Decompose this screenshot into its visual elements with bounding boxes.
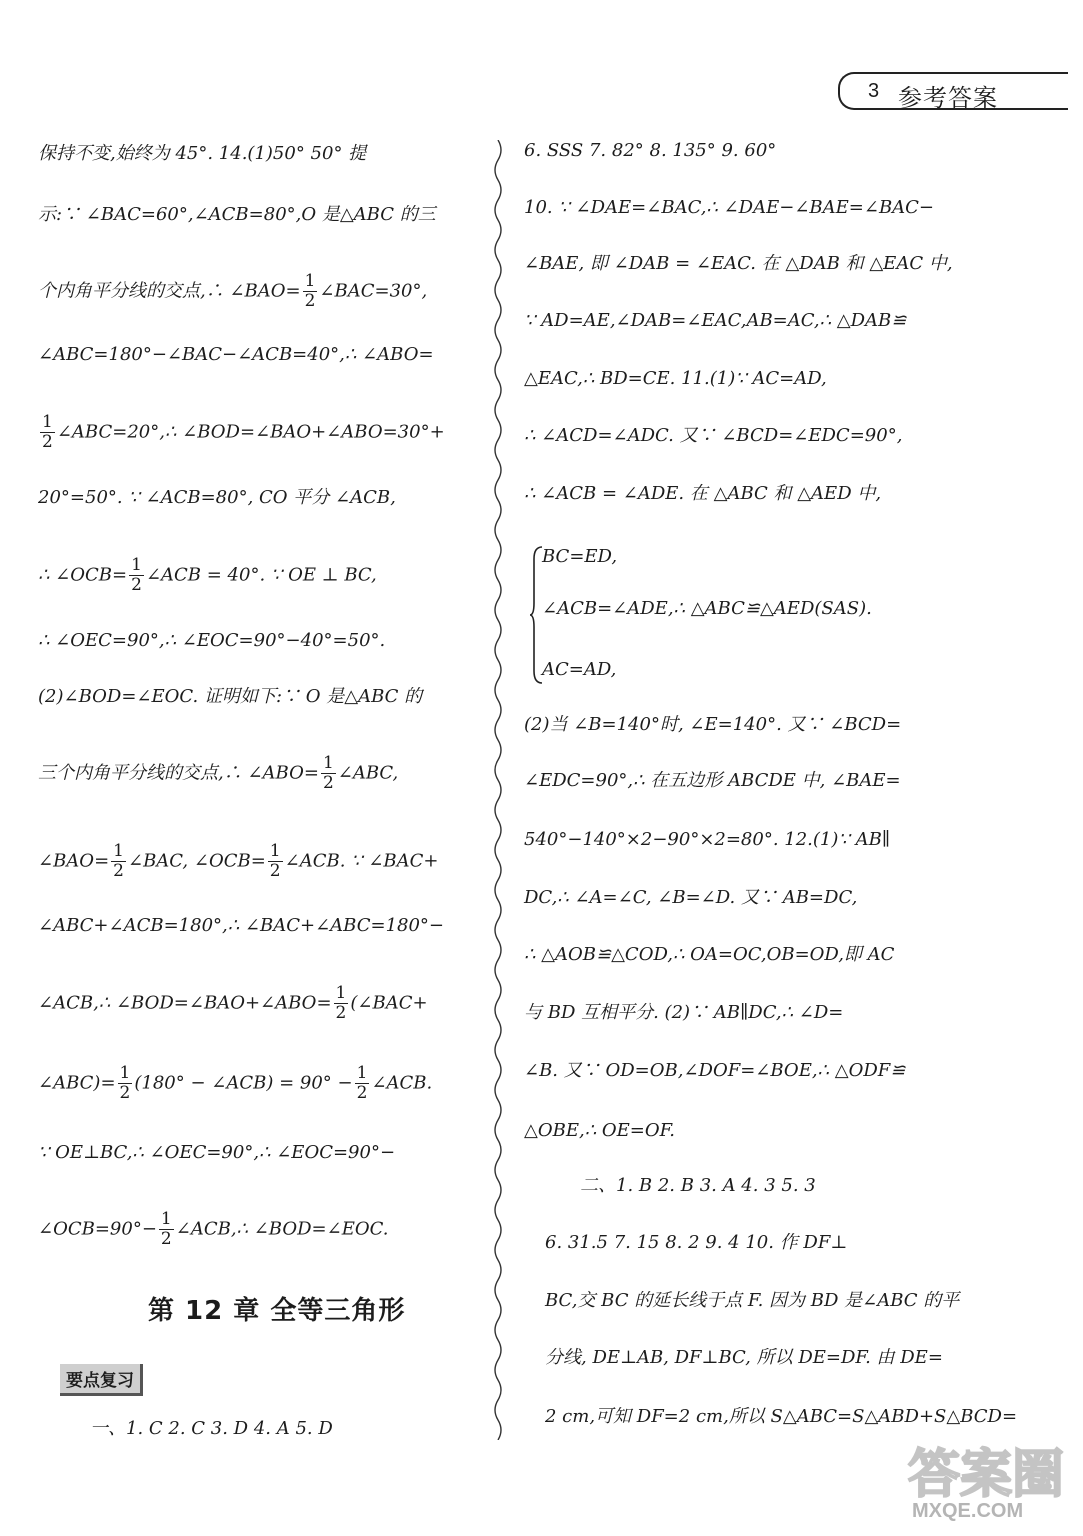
text-line: ∴ ∠ACB = ∠ADE. 在 △ABC 和 △AED 中, bbox=[524, 483, 882, 504]
text-line: 分线, DE⊥AB, DF⊥BC, 所以 DE=DF. 由 DE= bbox=[545, 1347, 943, 1368]
fraction: $\frac{1}{2}$ bbox=[322, 753, 334, 793]
text-line: 三个内角平分线的交点,∴ ∠ABO= $\frac{1}{2}$ ∠ABC, bbox=[38, 753, 399, 793]
text-line: (2)当 ∠B=140°时, ∠E=140°. 又∵ ∠BCD= bbox=[524, 714, 902, 735]
fraction: $\frac{1}{2}$ bbox=[160, 1209, 172, 1249]
fraction: $\frac{1}{2}$ bbox=[113, 841, 124, 881]
fraction: $\frac{1}{2}$ bbox=[335, 983, 347, 1023]
text-line: ∴ ∠ACD=∠ADC. 又∵ ∠BCD=∠EDC=90°, bbox=[524, 425, 903, 446]
text-line: ∴ ∠OEC=90°,∴ ∠EOC=90°−40°=50°. bbox=[38, 630, 386, 651]
watermark-glyph: 答案圈 bbox=[908, 1445, 1065, 1505]
fraction: $\frac{1}{2}$ bbox=[304, 271, 316, 311]
text-line: ∠OCB=90°− $\frac{1}{2}$ ∠ACB,∴ ∠BOD=∠EOC. bbox=[38, 1209, 389, 1249]
chapter-title: 第 12 章 全等三角形 bbox=[148, 1296, 406, 1326]
section-answers: 一、1. C 2. C 3. D 4. A 5. D bbox=[90, 1418, 333, 1439]
text-line: BC=ED, bbox=[542, 546, 618, 567]
page-number: 3 bbox=[868, 80, 880, 102]
text-line: $\frac{1}{2}$ ∠ABC=20°,∴ ∠BOD=∠BAO+∠ABO=30°+ bbox=[42, 412, 445, 452]
fraction: $\frac{1}{2}$ bbox=[119, 1063, 131, 1103]
text-line: 6. 31.5 7. 15 8. 2 9. 4 10. 作 DF⊥ bbox=[545, 1232, 848, 1253]
text-line: 10. ∵ ∠DAE=∠BAC,∴ ∠DAE−∠BAE=∠BAC− bbox=[524, 197, 935, 218]
text-line: ∠BAO= $\frac{1}{2}$ ∠BAC, ∠OCB= $\frac{1}{2}$ ∠ACB. ∵ ∠BAC+ bbox=[38, 841, 439, 881]
text-line: BC,交 BC 的延长线于点 F. 因为 BD 是∠ABC 的平 bbox=[545, 1290, 960, 1311]
text-line: 6. SSS 7. 82° 8. 135° 9. 60° bbox=[524, 140, 777, 161]
text-line: ∴ △AOB≌△COD,∴ OA=OC,OB=OD,即 AC bbox=[524, 944, 895, 965]
text-line: (2)∠BOD=∠EOC. 证明如下:∵ O 是△ABC 的 bbox=[38, 686, 423, 707]
section-tag: 要点复习 bbox=[60, 1364, 143, 1396]
page-title: 参考答案 bbox=[898, 84, 998, 112]
text-line: ∵ AD=AE,∠DAB=∠EAC,AB=AC,∴ △DAB≌ bbox=[524, 310, 907, 331]
text-line: 示:∵ ∠BAC=60°,∠ACB=80°,O 是△ABC 的三 bbox=[38, 204, 436, 225]
text-line: ∠B. 又∵ OD=OB,∠DOF=∠BOE,∴ △ODF≌ bbox=[524, 1060, 906, 1081]
text-line: 540°−140°×2−90°×2=80°. 12.(1)∵ AB∥ bbox=[524, 829, 891, 850]
text-line: DC,∴ ∠A=∠C, ∠B=∠D. 又∵ AB=DC, bbox=[524, 887, 858, 908]
text-line: ∠EDC=90°,∴ 在五边形 ABCDE 中, ∠BAE= bbox=[524, 770, 901, 791]
text-line: ∠BAE, 即 ∠DAB = ∠EAC. 在 △DAB 和 △EAC 中, bbox=[524, 253, 953, 274]
text-line: 个内角平分线的交点,∴ ∠BAO= $\frac{1}{2}$ ∠BAC=30°, bbox=[38, 271, 428, 311]
fraction: $\frac{1}{2}$ bbox=[131, 555, 142, 595]
text-line: ∠ABC=180°−∠BAC−∠ACB=40°,∴ ∠ABO= bbox=[38, 344, 434, 365]
text-line: ∠ACB,∴ ∠BOD=∠BAO+∠ABO= $\frac{1}{2}$ (∠BAC+ bbox=[38, 983, 428, 1023]
text-line: △EAC,∴ BD=CE. 11.(1)∵ AC=AD, bbox=[524, 368, 827, 389]
text-line: AC=AD, bbox=[542, 659, 617, 680]
text-line: 20°=50°. ∵ ∠ACB=80°, CO 平分 ∠ACB, bbox=[38, 487, 396, 508]
text-line: △OBE,∴ OE=OF. bbox=[524, 1120, 676, 1141]
text-line: 2 cm,可知 DF=2 cm,所以 S△ABC=S△ABD+S△BCD= bbox=[545, 1406, 1018, 1427]
text-line: 二、1. B 2. B 3. A 4. 3 5. 3 bbox=[580, 1175, 816, 1196]
text-line: ∠ACB=∠ADE,∴ △ABC≌△AED(SAS). bbox=[542, 598, 872, 619]
column-divider bbox=[488, 140, 508, 1440]
fraction: $\frac{1}{2}$ bbox=[269, 841, 281, 881]
watermark-text: MXQE.COM bbox=[912, 1500, 1024, 1522]
text-line: ∵ OE⊥BC,∴ ∠OEC=90°,∴ ∠EOC=90°− bbox=[38, 1142, 396, 1163]
text-line: ∴ ∠OCB= $\frac{1}{2}$ ∠ACB = 40°. ∵ OE ⊥ BC, bbox=[38, 555, 377, 595]
text-line: ∠ABC+∠ACB=180°,∴ ∠BAC+∠ABC=180°− bbox=[38, 915, 445, 936]
text-line: 保持不变,始终为 45°. 14.(1)50° 50° 提 bbox=[38, 143, 367, 164]
fraction: $\frac{1}{2}$ bbox=[42, 412, 53, 452]
text-line: ∠ABC)= $\frac{1}{2}$ (180° − ∠ACB) = 90° − $\frac{1}{2}$ ∠ACB. bbox=[38, 1063, 433, 1103]
fraction: $\frac{1}{2}$ bbox=[356, 1063, 368, 1103]
text-line: 与 BD 互相平分. (2)∵ AB∥DC,∴ ∠D= bbox=[524, 1002, 844, 1023]
